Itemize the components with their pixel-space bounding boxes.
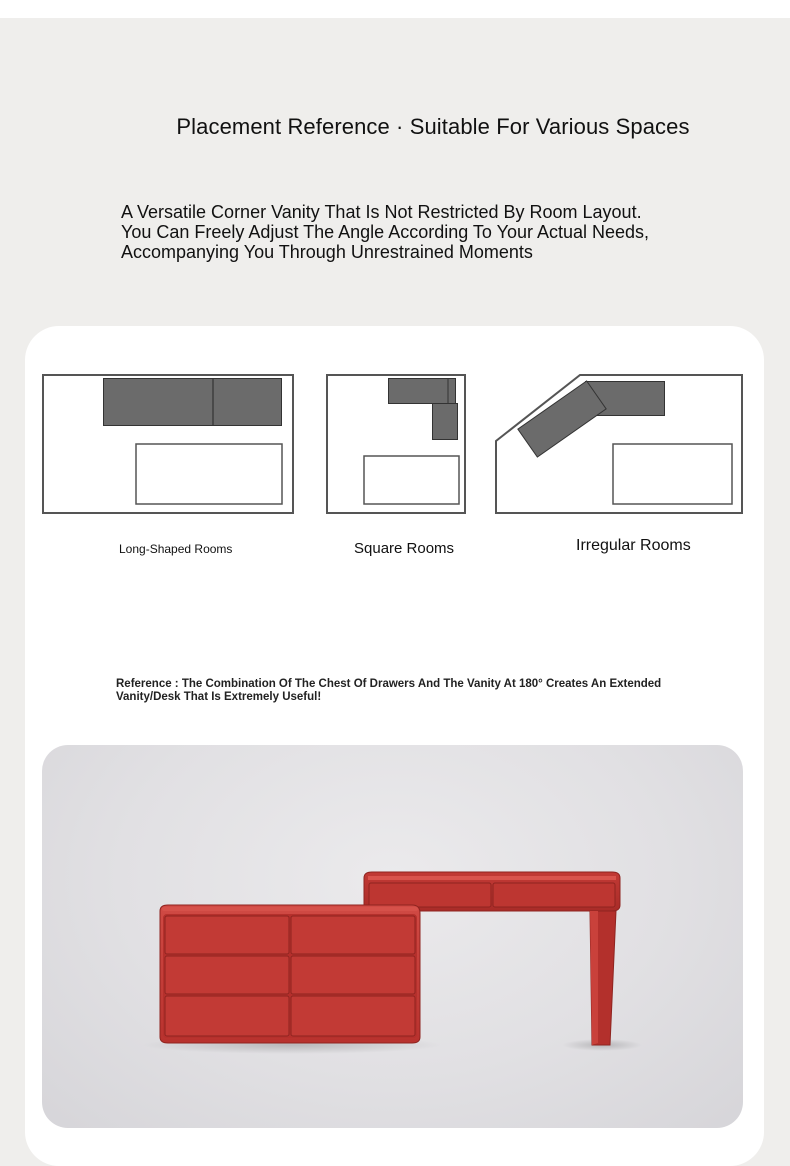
reference-note-line: Reference : The Combination Of The Chest Of Drawers And The Vanity At 180° Creates An Extended [116, 678, 662, 690]
irregular-room-diagram-icon [494, 373, 744, 516]
intro-line: You Can Freely Adjust The Angle According To Your Actual Needs, [121, 222, 650, 242]
intro-line: Accompanying You Through Unrestrained Moments [121, 242, 533, 262]
square-room-diagram-icon [326, 374, 467, 515]
reference-note-line: Vanity/Desk That Is Extremely Useful! [116, 691, 322, 703]
red-chest-and-vanity-photo [42, 745, 743, 1128]
reference-note [116, 678, 696, 704]
room-label-irregular: Irregular Rooms [576, 537, 691, 554]
heading-wrap [0, 0, 790, 160]
long-room-diagram-icon [42, 374, 295, 515]
room-label-long: Long-Shaped Rooms [119, 542, 233, 556]
page-title: Placement Reference · Suitable For Various Spaces [176, 114, 690, 139]
intro-text [121, 202, 721, 262]
intro-line: A Versatile Corner Vanity That Is Not Restricted By Room Layout. [121, 202, 642, 222]
room-label-square: Square Rooms [354, 540, 455, 557]
furniture-illustration [42, 745, 743, 1128]
